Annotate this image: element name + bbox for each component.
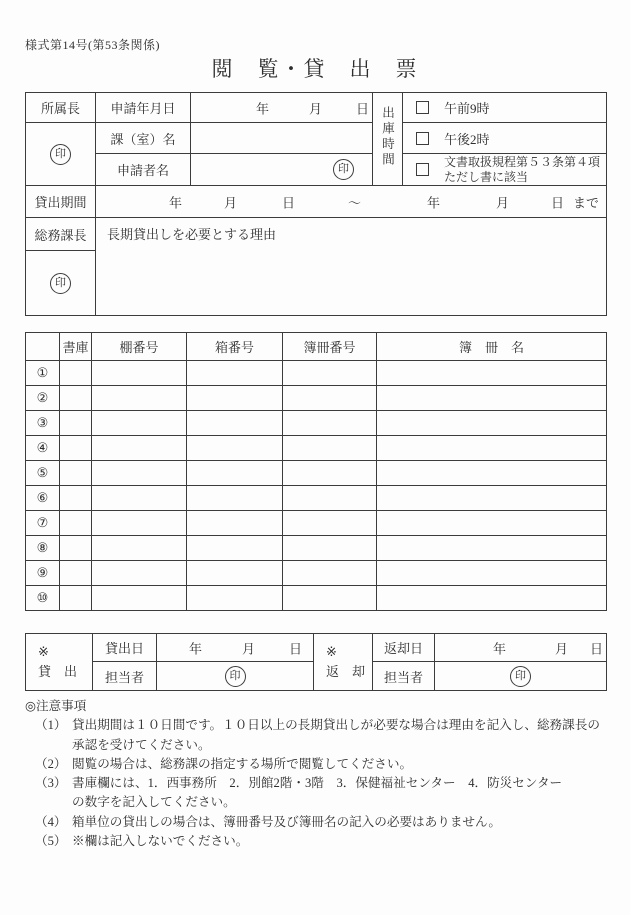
volume-no-cell[interactable] <box>283 486 377 511</box>
row-number: ⑧ <box>26 536 60 561</box>
note-item-5 <box>25 832 610 851</box>
row-number: ① <box>26 361 60 386</box>
row-number: ⑦ <box>26 511 60 536</box>
volume-name-cell[interactable] <box>377 411 607 436</box>
note-item-2 <box>25 755 610 774</box>
section-name-field[interactable] <box>191 123 373 154</box>
lending-period-label: 貸出期間 <box>26 186 96 218</box>
table-row <box>26 511 607 536</box>
checkout-option-morning <box>403 93 607 123</box>
box-no-cell[interactable] <box>187 486 283 511</box>
return-staff-seal-field[interactable] <box>435 662 607 691</box>
box-no-cell[interactable] <box>187 536 283 561</box>
shelf-no-cell[interactable] <box>92 536 187 561</box>
year-unit: 年 <box>493 641 507 656</box>
return-date-field[interactable] <box>435 634 607 662</box>
long-term-reason-label: 長期貸出しを必要とする理由 <box>107 227 277 242</box>
storage-cell[interactable] <box>60 436 92 461</box>
box-no-cell[interactable] <box>187 586 283 611</box>
storage-cell[interactable] <box>60 511 92 536</box>
storage-cell[interactable] <box>60 486 92 511</box>
note-text: 貸出期間は１０日間です。１０日以上の長期貸出しが必要な場合は理由を記入し、総務課長の 承認を受けてください。 <box>72 718 600 752</box>
storage-cell[interactable] <box>60 411 92 436</box>
day-unit: 日 <box>289 641 303 656</box>
day-unit: 日 <box>551 195 565 210</box>
checkbox-morning-9am[interactable] <box>416 101 429 114</box>
row-number: ⑥ <box>26 486 60 511</box>
until-label: まで <box>573 195 600 210</box>
row-number: ⑨ <box>26 561 60 586</box>
note-marker: （2） <box>35 756 67 771</box>
storage-cell[interactable] <box>60 536 92 561</box>
storage-cell[interactable] <box>60 386 92 411</box>
table-row <box>26 461 607 486</box>
book-list-table <box>25 332 607 611</box>
year-unit: 年 <box>256 101 270 116</box>
row-number: ③ <box>26 411 60 436</box>
box-no-cell[interactable] <box>187 511 283 536</box>
shelf-no-cell[interactable] <box>92 411 187 436</box>
table-row <box>26 561 607 586</box>
return-staff-seal-icon: 印 <box>510 666 531 687</box>
lend-section-label <box>26 634 93 691</box>
year-unit: 年 <box>189 641 203 656</box>
checkbox-regulation-clause[interactable] <box>416 163 429 176</box>
table-row <box>26 386 607 411</box>
box-no-cell[interactable] <box>187 361 283 386</box>
storage-cell[interactable] <box>60 561 92 586</box>
shelf-no-cell[interactable] <box>92 486 187 511</box>
return-date-label: 返却日 <box>373 634 435 662</box>
application-date-label: 申請年月日 <box>96 93 191 123</box>
day-unit: 日 <box>282 195 296 210</box>
volume-name-cell[interactable] <box>377 361 607 386</box>
lend-label: 貸 出 <box>38 664 78 679</box>
shelf-no-cell[interactable] <box>92 361 187 386</box>
note-marker: （3） <box>35 776 67 791</box>
month-unit: 月 <box>555 641 569 656</box>
note-marker: （1） <box>35 718 67 733</box>
lend-date-field[interactable] <box>157 634 314 662</box>
shelf-no-cell[interactable] <box>92 436 187 461</box>
return-staff-label: 担当者 <box>373 662 435 691</box>
checkbox-afternoon-2pm-label: 午後2時 <box>444 131 490 147</box>
volume-name-cell[interactable] <box>377 561 607 586</box>
shelf-no-header: 棚番号 <box>92 333 187 361</box>
month-unit: 月 <box>242 641 256 656</box>
chief-seal-cell <box>26 251 96 316</box>
lend-staff-label: 担当者 <box>93 662 157 691</box>
year-unit: 年 <box>169 195 183 210</box>
storage-header: 書庫 <box>60 333 92 361</box>
note-text: 箱単位の貸出しの場合は、簿冊番号及び簿冊名の記入の必要はありません。 <box>72 814 501 829</box>
applicant-name-label: 申請者名 <box>96 154 191 186</box>
note-text: 書庫欄には、1．西事務所 2．別館2階・3階 3．保健福祉センター 4．防災センター の数字を記入してください。 <box>72 776 563 810</box>
lending-period-field[interactable] <box>96 186 607 218</box>
form-number: 様式第14号(第53条関係) <box>25 38 160 52</box>
long-term-reason-field[interactable] <box>96 218 607 316</box>
notes-heading: ◎注意事項 <box>25 699 87 713</box>
month-unit: 月 <box>309 101 323 116</box>
volume-name-cell[interactable] <box>377 461 607 486</box>
table-row <box>26 486 607 511</box>
checkbox-regulation-label: 文書取扱規程第５３条第４項 ただし書に該当 <box>444 154 601 184</box>
storage-cell[interactable] <box>60 361 92 386</box>
owner-seal-icon: 印 <box>50 144 71 165</box>
note-item-4 <box>25 813 610 832</box>
box-no-cell[interactable] <box>187 436 283 461</box>
shelf-no-cell[interactable] <box>92 461 187 486</box>
lend-staff-seal-field[interactable] <box>157 662 314 691</box>
volume-name-cell[interactable] <box>377 586 607 611</box>
general-affairs-chief-label: 総務課長 <box>26 218 96 251</box>
note-item-1 <box>25 716 610 755</box>
shelf-no-cell[interactable] <box>92 511 187 536</box>
volume-no-cell[interactable] <box>283 436 377 461</box>
shelf-no-cell[interactable] <box>92 561 187 586</box>
lend-return-table <box>25 633 607 691</box>
row-number: ④ <box>26 436 60 461</box>
checkout-time-header <box>373 93 403 186</box>
table-row <box>26 536 607 561</box>
storage-cell[interactable] <box>60 586 92 611</box>
day-unit: 日 <box>590 641 604 656</box>
return-asterisk: ※ <box>326 644 337 659</box>
checkbox-morning-9am-label: 午前9時 <box>444 101 490 116</box>
box-no-header: 箱番号 <box>187 333 283 361</box>
volume-name-cell[interactable] <box>377 436 607 461</box>
lend-date-label: 貸出日 <box>93 634 157 662</box>
box-no-cell[interactable] <box>187 461 283 486</box>
volume-name-cell[interactable] <box>377 536 607 561</box>
checkbox-afternoon-2pm[interactable] <box>416 132 429 145</box>
box-no-cell[interactable] <box>187 561 283 586</box>
checkout-option-regulation <box>403 154 607 186</box>
table-row <box>26 586 607 611</box>
application-table <box>25 92 607 316</box>
box-no-cell[interactable] <box>187 411 283 436</box>
volume-no-header: 簿冊番号 <box>283 333 377 361</box>
tilde-separator: ～ <box>348 195 362 210</box>
chief-seal-icon: 印 <box>50 273 71 294</box>
note-marker: （5） <box>35 834 67 849</box>
note-item-3 <box>25 774 610 813</box>
table-row <box>26 361 607 386</box>
note-text: 閲覧の場合は、総務課の指定する場所で閲覧してください。 <box>72 756 413 771</box>
applicant-name-field[interactable] <box>191 154 373 186</box>
owner-seal-cell <box>26 123 96 186</box>
volume-no-cell[interactable] <box>283 411 377 436</box>
row-number: ② <box>26 386 60 411</box>
table-row <box>26 411 607 436</box>
section-name-label: 課（室）名 <box>96 123 191 154</box>
volume-name-cell[interactable] <box>377 511 607 536</box>
volume-no-cell[interactable] <box>283 511 377 536</box>
volume-name-cell[interactable] <box>377 386 607 411</box>
applicant-seal-icon: 印 <box>333 159 354 180</box>
month-unit: 月 <box>496 195 510 210</box>
owner-label: 所属長 <box>26 93 96 123</box>
volume-no-cell[interactable] <box>283 461 377 486</box>
row-number: ⑩ <box>26 586 60 611</box>
year-unit: 年 <box>427 195 441 210</box>
volume-no-cell[interactable] <box>283 561 377 586</box>
volume-no-cell[interactable] <box>283 386 377 411</box>
table-row <box>26 436 607 461</box>
shelf-no-cell[interactable] <box>92 386 187 411</box>
shelf-no-cell[interactable] <box>92 586 187 611</box>
checkout-time-label: 出庫時間 <box>380 106 395 168</box>
month-unit: 月 <box>224 195 238 210</box>
volume-no-cell[interactable] <box>283 536 377 561</box>
day-unit: 日 <box>356 101 370 116</box>
note-text: ※欄は記入しないでください。 <box>72 834 249 849</box>
return-label: 返 却 <box>326 664 366 679</box>
note-marker: （4） <box>35 814 67 829</box>
volume-name-cell[interactable] <box>377 486 607 511</box>
volume-no-cell[interactable] <box>283 586 377 611</box>
row-number: ⑤ <box>26 461 60 486</box>
return-section-label <box>314 634 373 691</box>
volume-no-cell[interactable] <box>283 361 377 386</box>
volume-name-header: 簿 冊 名 <box>377 333 607 361</box>
page-title: 閲 覧・貸 出 票 <box>211 57 419 81</box>
notes-section <box>25 697 610 851</box>
lend-staff-seal-icon: 印 <box>225 666 246 687</box>
storage-cell[interactable] <box>60 461 92 486</box>
box-no-cell[interactable] <box>187 386 283 411</box>
checkout-option-afternoon <box>403 123 607 154</box>
lend-asterisk: ※ <box>38 644 49 659</box>
application-date-field[interactable] <box>191 93 373 123</box>
row-number-header <box>26 333 60 361</box>
